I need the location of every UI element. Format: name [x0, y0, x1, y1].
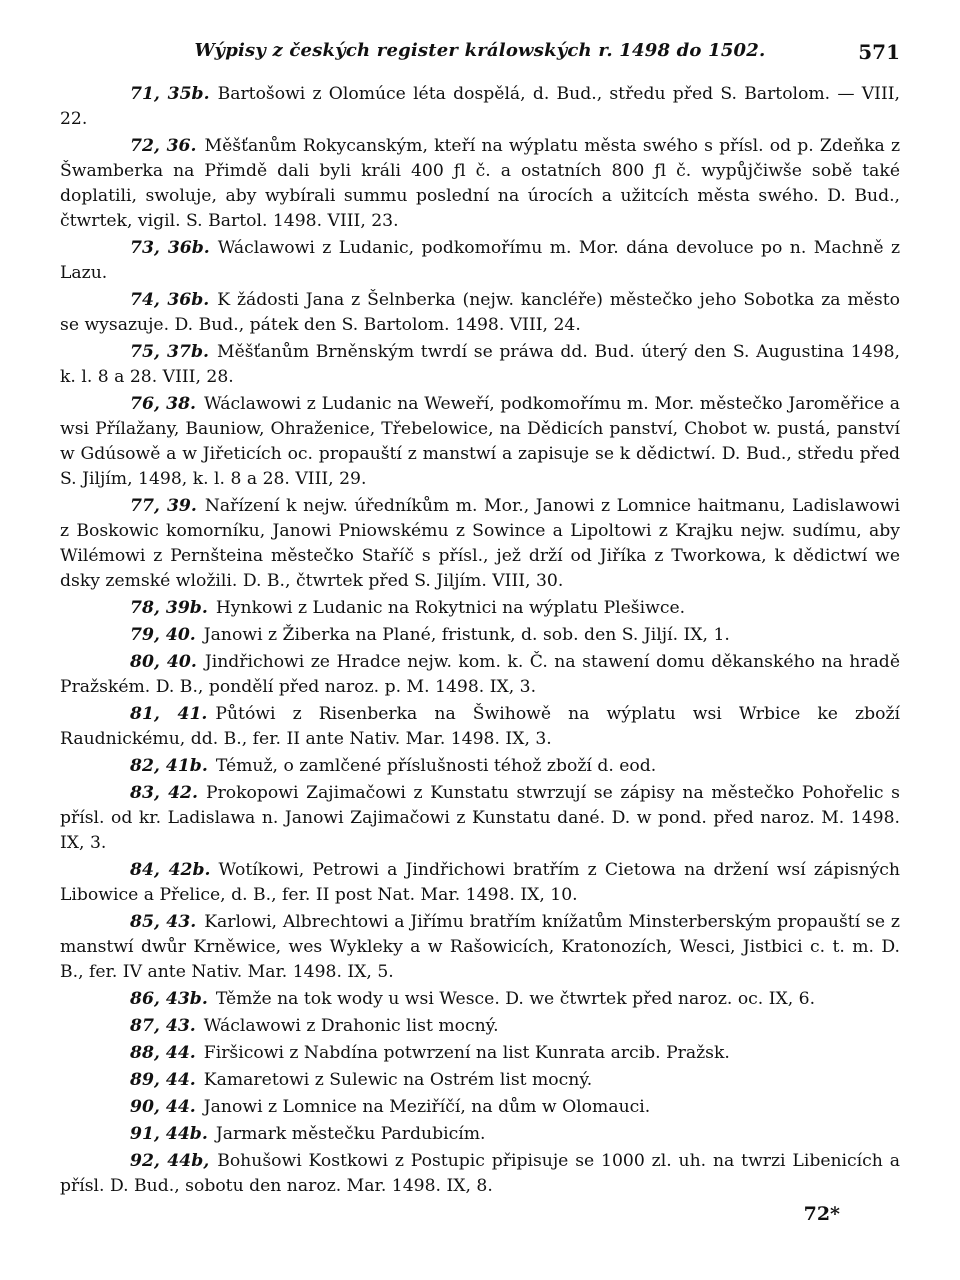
entry-reference: 92, 44b, — [130, 1151, 210, 1171]
entry-reference: 89, 44. — [130, 1070, 196, 1090]
entry-text: Měšťanům Brněnským twrdí se práwa dd. Bud. úterý den S. Augustina 1498, k. l. 8 a 28. VIII, 28. — [60, 342, 900, 387]
entry-text: Janowi z Žiberka na Plané, fristunk, d. sob. den S. Jiljí. IX, 1. — [203, 625, 730, 645]
entry-text: Wotíkowi, Petrowi a Jindřichowi bratřím z Cietowa na držení wsí zápisných Libowice a Přelice, d. B., fer. II post Nat. Mar. 1498. IX, 10. — [60, 860, 900, 905]
entry-reference: 83, 42. — [130, 783, 198, 803]
entry-text: Těmže na tok wody u wsi Wesce. D. we čtwrtek před naroz. oc. IX, 6. — [215, 989, 816, 1009]
entry-text: Janowi z Lomnice na Meziříčí, na dům w Olomauci. — [203, 1097, 651, 1117]
register-entry — [60, 781, 900, 856]
entry-reference: 81, 41. — [130, 704, 208, 724]
register-entry — [60, 754, 900, 779]
entry-text: Měšťanům Rokycanským, kteří na wýplatu města swého s přísl. od p. Zdeňka z Šwamberka na Přimdě dali byli králi 400 ƒl č. a ostatních 800 ƒl č. wypůjčiwše sobě také doplatili, swoluje, aby wybírali summu poslední na úrocích a užitcích města swého. D. Bud., čtwrtek, vigil. S. Bartol. 1498. VIII, 23. — [60, 136, 900, 231]
entry-text: Wáclawowi z Ludanic, podkomořímu m. Mor. dána devoluce po n. Machně z Lazu. — [60, 238, 900, 283]
register-entry — [60, 392, 900, 492]
entry-reference: 72, 36. — [130, 136, 197, 156]
register-entry — [60, 1122, 900, 1147]
entry-text: Bartošowi z Olomúce léta dospělá, d. Bud., středu před S. Bartolom. — VIII, 22. — [60, 84, 900, 129]
register-entry — [60, 623, 900, 648]
entry-text: Nařízení k nejw. úředníkům m. Mor., Janowi z Lomnice haitmanu, Ladislawowi z Boskowic komorníku, Janowi Pniowskému z Sowince a Lipoltowi z Krajku nejw. sudímu, aby Wilémowi z Pernšteina městečko Staříč s přísl., jež drží od Jiříka z Tworkowa, k dědictwí we dsky zemské wložili. D. B., čtwrtek před S. Jiljím. VIII, 30. — [60, 496, 900, 591]
entry-reference: 76, 38. — [130, 394, 197, 414]
entry-reference: 77, 39. — [130, 496, 197, 516]
entry-reference: 90, 44. — [130, 1097, 196, 1117]
entry-text: Bohušowi Kostkowi z Postupic připisuje se 1000 zl. uh. na twrzi Libenicích a přísl. D. Bud., sobotu den naroz. Mar. 1498. IX, 8. — [60, 1151, 900, 1196]
page — [60, 30, 900, 1225]
entry-reference: 82, 41b. — [130, 756, 208, 776]
entry-text: Firšicowi z Nabdína potwrzení na list Kunrata arcib. Pražsk. — [203, 1043, 730, 1063]
register-entry — [60, 494, 900, 594]
printer-signature: 72* — [803, 1203, 840, 1225]
register-entry — [60, 987, 900, 1012]
register-entry — [60, 702, 900, 752]
register-entry — [60, 1014, 900, 1039]
entry-reference: 71, 35b. — [130, 84, 210, 104]
entry-reference: 85, 43. — [130, 912, 197, 932]
register-entry — [60, 596, 900, 621]
entry-reference: 73, 36b. — [130, 238, 210, 258]
register-entry — [60, 340, 900, 390]
entry-text: Prokopowi Zajimačowi z Kunstatu stwrzují se zápisy na městečko Pohořelic s přísl. od kr. Ladislawa n. Janowi Zajimačowi z Kunstatu dané. D. w pond. před naroz. M. 1498. IX, 3. — [60, 783, 900, 853]
entry-reference: 74, 36b. — [130, 290, 210, 310]
register-entry — [60, 236, 900, 286]
entry-reference: 91, 44b. — [130, 1124, 208, 1144]
entry-text: Hynkowi z Ludanic na Rokytnici na wýplatu Plešiwce. — [215, 598, 686, 618]
entry-text: Wáclawowi z Ludanic na Weweří, podkomořímu m. Mor. městečko Jaroměřice a wsi Přílažany, Bauniow, Ohraženice, Třebelowice, na Dědicích panství, Chobot w. pustá, panství w Gdúsowě a w Jiřeticích oc. propauští z manstwí a zapisuje se k dědictwí. D. Bud., středu před S. Jiljím, 1498, k. l. 8 a 28. VIII, 29. — [60, 394, 900, 489]
register-entry — [60, 650, 900, 700]
entry-text: Témuž, o zamlčené příslušnosti téhož zboží d. eod. — [215, 756, 657, 776]
page-header — [60, 30, 900, 70]
entry-text: K žádosti Jana z Šelnberka (nejw. kancléře) městečko jeho Sobotka za město se wysazuje. D. Bud., pátek den S. Bartolom. 1498. VIII, 24. — [60, 290, 900, 335]
register-entry — [60, 1149, 900, 1199]
entry-reference: 86, 43b. — [130, 989, 208, 1009]
entry-text: Kamaretowi z Sulewic na Ostrém list mocný. — [203, 1070, 593, 1090]
register-entry — [60, 1041, 900, 1066]
register-entry — [60, 1095, 900, 1120]
register-entry — [60, 1068, 900, 1093]
register-entry — [60, 288, 900, 338]
entry-reference: 75, 37b. — [130, 342, 209, 362]
running-title: Wýpisy z českých register králowských r. 1498 do 1502. — [194, 40, 766, 61]
entry-reference: 87, 43. — [130, 1016, 196, 1036]
entry-reference: 79, 40. — [130, 625, 196, 645]
entry-text: Jindřichowi ze Hradce nejw. kom. k. Č. na stawení domu děkanského na hradě Pražském. D. B., pondělí před naroz. p. M. 1498. IX, 3. — [60, 652, 900, 697]
page-number: 571 — [858, 40, 900, 64]
entry-reference: 78, 39b. — [130, 598, 208, 618]
entry-text: Jarmark městečku Pardubicím. — [215, 1124, 486, 1144]
register-entry — [60, 134, 900, 234]
entry-list — [60, 82, 900, 1199]
register-entry — [60, 82, 900, 132]
register-entry — [60, 910, 900, 985]
entry-reference: 88, 44. — [130, 1043, 196, 1063]
register-entry — [60, 858, 900, 908]
entry-reference: 84, 42b. — [130, 860, 211, 880]
entry-text: Karlowi, Albrechtowi a Jiřímu bratřím knížatům Minsterberským propauští se z manstwí dwůr Krněwice, wes Wykleky a w Rašowicích, Kratonozích, Wesci, Jistbici c. t. m. D. B., fer. IV ante Nativ. Mar. 1498. IX, 5. — [60, 912, 900, 982]
entry-text: Půtówi z Risenberka na Šwihowě na wýplatu wsi Wrbice ke zboží Raudnickému, dd. B., fer. II ante Nativ. Mar. 1498. IX, 3. — [60, 704, 900, 749]
entry-reference: 80, 40. — [130, 652, 197, 672]
entry-text: Wáclawowi z Drahonic list mocný. — [203, 1016, 499, 1036]
